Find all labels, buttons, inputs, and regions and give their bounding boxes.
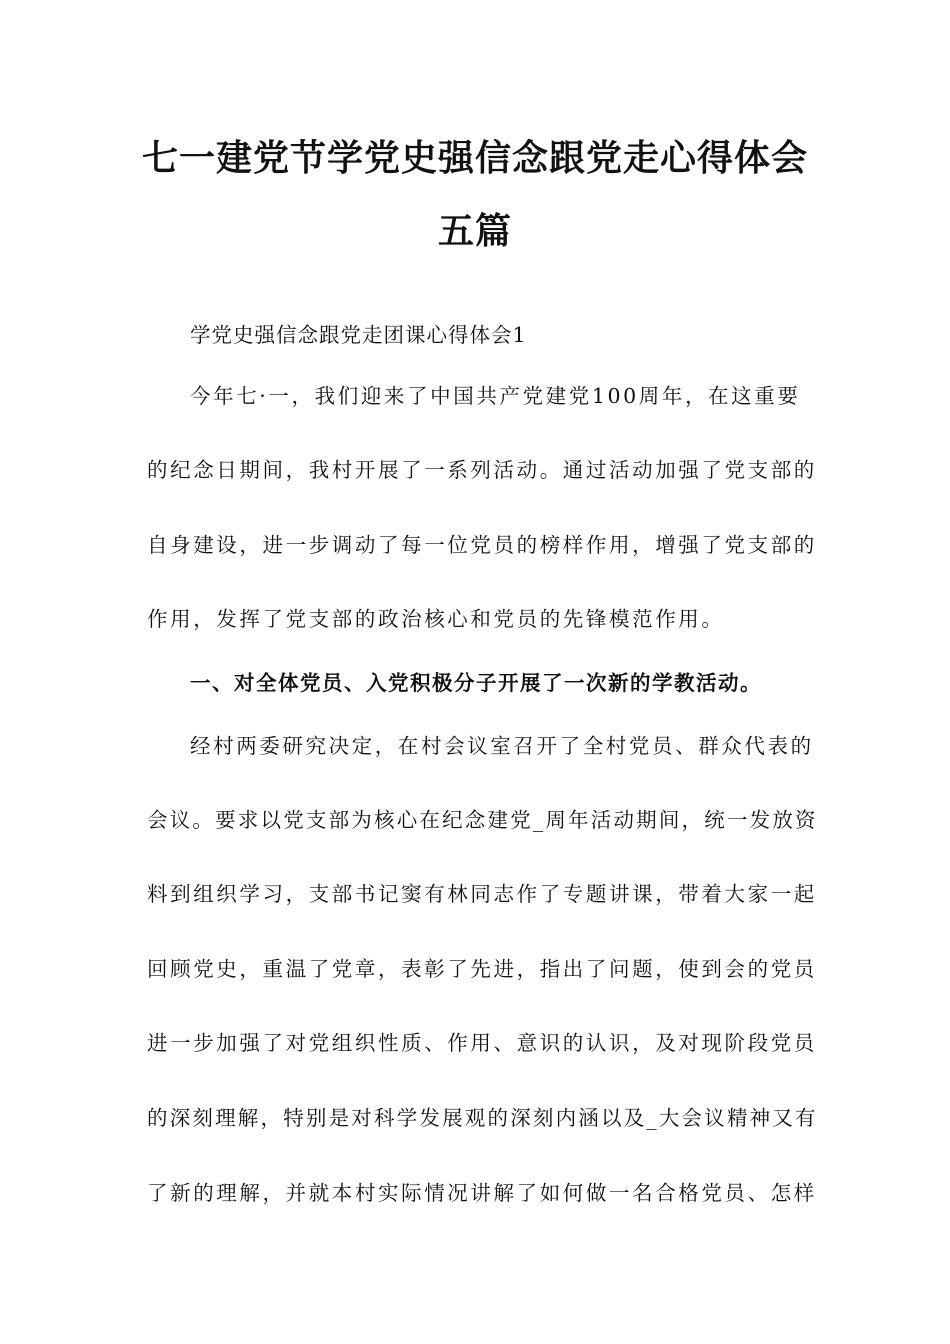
paragraph-line: 进一步加强了对党组织性质、作用、意识的认识，及对现阶段党员 [147,1031,817,1055]
paragraph-line: 今年七·一，我们迎来了中国共产党建党100周年，在这重要 [190,384,801,408]
paragraph-line: 作用，发挥了党支部的政治核心和党员的先锋模范作用。 [147,607,725,631]
paragraph-line: 的深刻理解，特别是对科学发展观的深刻内涵以及_大会议精神又有 [147,1106,818,1130]
paragraph-line: 会议。要求以党支部为核心在纪念建党_周年活动期间，统一发放资 [147,808,818,832]
section-heading: 学党史强信念跟党走团课心得体会1 [190,323,527,347]
document-title-line-1: 七一建党节学党史强信念跟党走心得体会 [141,137,808,179]
paragraph-line: 自身建设，进一步调动了每一位党员的榜样作用，增强了党支部的 [147,533,817,557]
paragraph-line: 了新的理解，并就本村实际情况讲解了如何做一名合格党员、怎样 [147,1181,817,1205]
paragraph-line: 的纪念日期间，我村开展了一系列活动。通过活动加强了党支部的 [147,458,817,482]
paragraph-line: 经村两委研究决定，在村会议室召开了全村党员、群众代表的 [190,734,814,758]
paragraph-line: 料到组织学习，支部书记窦有林同志作了专题讲课，带着大家一起 [147,882,817,906]
document-title-line-2: 五篇 [437,210,512,252]
paragraph-line: 回顾党史，重温了党章，表彰了先进，指出了问题，使到会的党员 [147,957,817,981]
subheading: 一、对全体党员、入党积极分子开展了一次新的学教活动。 [190,671,762,695]
